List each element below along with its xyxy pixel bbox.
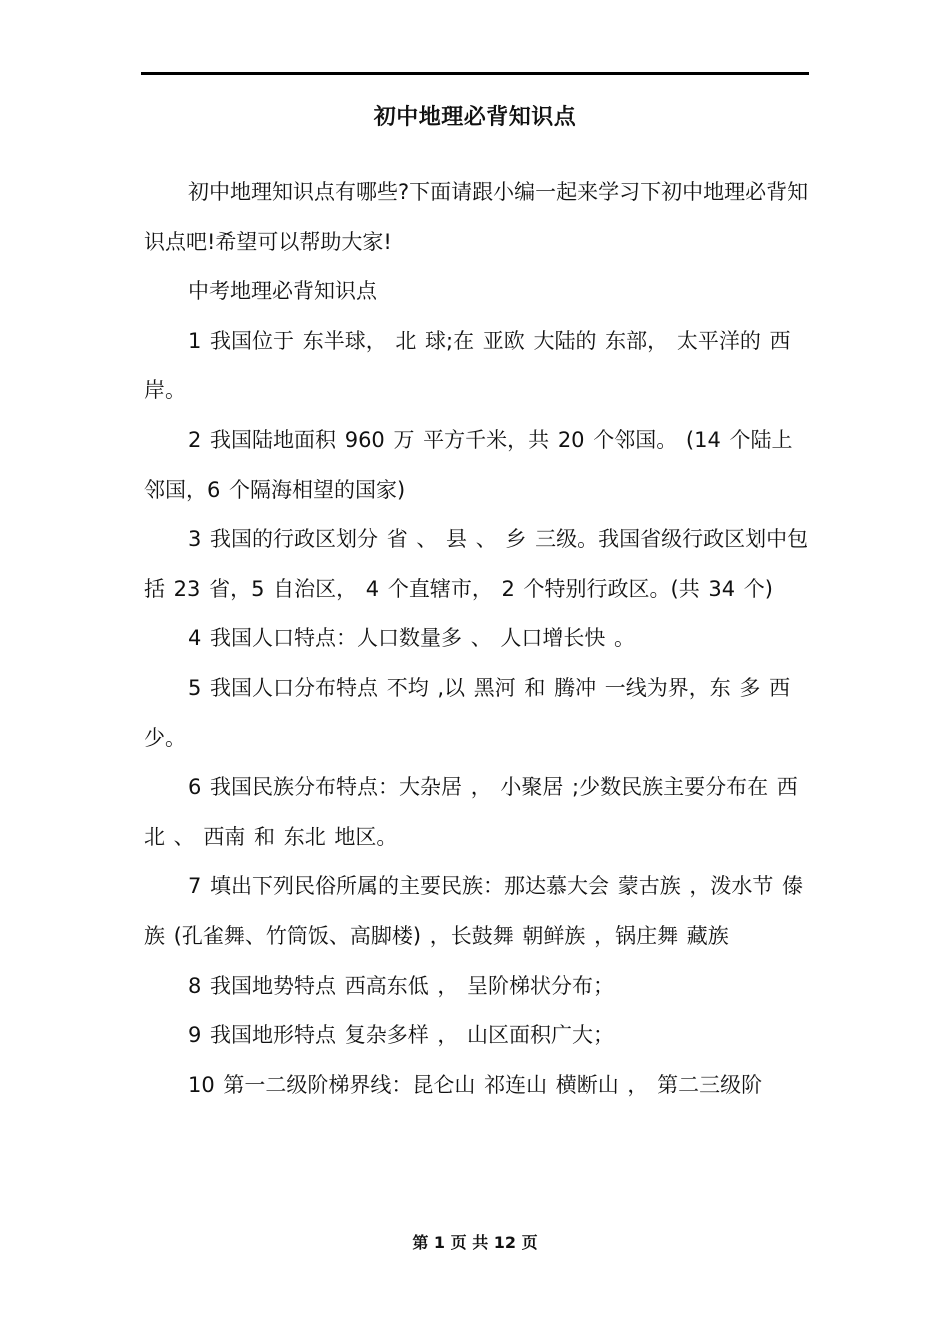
page-number: 第 1 页 共 12 页: [412, 1233, 538, 1252]
knowledge-point-8: 8 我国地势特点 西高东低 ， 呈阶梯状分布；: [188, 973, 615, 998]
knowledge-point-5: 5 我国人口分布特点 不均 ,以 黑河 和 腾冲 一线为界，东 多 西 少。: [144, 675, 791, 750]
knowledge-point-9: 9 我国地形特点 复杂多样 ， 山区面积广大；: [188, 1023, 615, 1048]
knowledge-point-7: 7 填出下列民俗所属的主要民族：那达慕大会 蒙古族 ，泼水节 傣族 (孔雀舞、竹筒饭、高脚楼) ，长鼓舞 朝鲜族 ，锅庄舞 藏族: [144, 874, 804, 948]
knowledge-point-10: 10 第一二级阶梯界线：昆仑山 祁连山 横断山 ， 第二三级阶: [188, 1072, 763, 1097]
intro-paragraph: 初中地理知识点有哪些?下面请跟小编一起来学习下初中地理必背知识点吧!希望可以帮助大家!: [144, 180, 809, 254]
knowledge-point-2: 2 我国陆地面积 960 万 平方千米，共 20 个邻国。 (14 个陆上邻国，6 个隔海相望的国家): [144, 427, 793, 502]
document-body: [144, 168, 812, 1110]
knowledge-point-4: 4 我国人口特点：人口数量多 、 人口增长快 。: [188, 626, 636, 651]
page-title: 初中地理必背知识点: [373, 105, 577, 130]
section-heading: 中考地理必背知识点: [188, 279, 377, 304]
header-rule: [141, 72, 809, 75]
knowledge-point-6: 6 我国民族分布特点：大杂居 ， 小聚居 ;少数民族主要分布在 西北 、 西南 和 东北 地区。: [144, 775, 798, 849]
knowledge-point-3: 3 我国的行政区划分 省 、 县 、 乡 三级。我国省级行政区划中包括 23 省，5 自治区， 4 个直辖市， 2 个特别行政区。(共 34 个): [144, 527, 809, 601]
knowledge-point-1: 1 我国位于 东半球， 北 球;在 亚欧 大陆的 东部， 太平洋的 西 岸。: [144, 328, 791, 403]
